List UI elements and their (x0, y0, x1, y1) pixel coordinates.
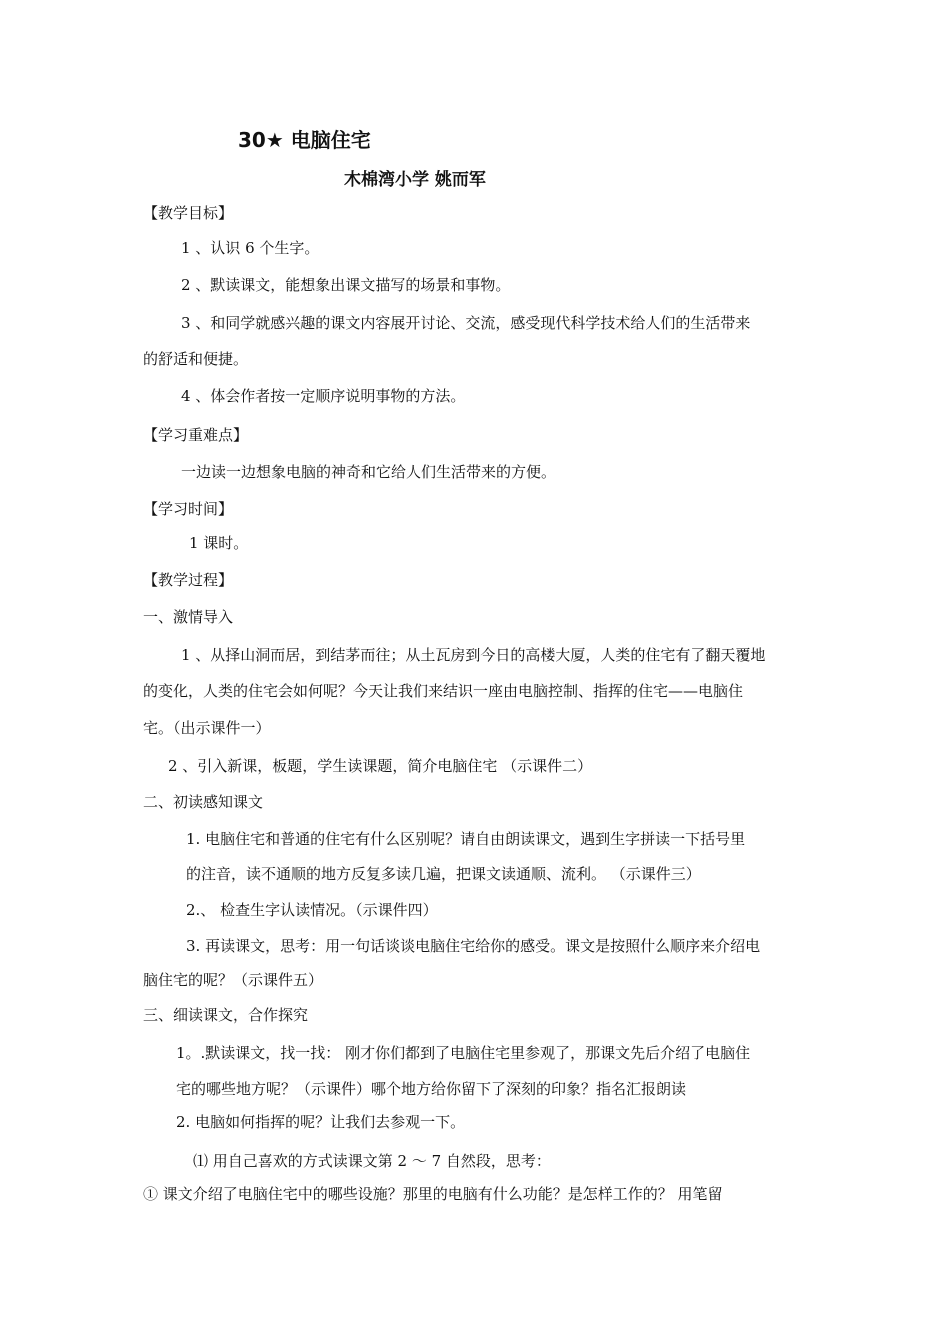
part-2-item-2: 2.、 检查生字认读情况。（示课件四） (186, 901, 438, 919)
part-2-item-3-cont: 脑住宅的呢？（示课件五） (143, 971, 324, 989)
objective-3: 3 、和同学就感兴趣的课文内容展开讨论、交流，感受现代科学技术给人们的生活带来 (181, 314, 751, 332)
part-2-heading: 二、初读感知课文 (143, 793, 264, 811)
lesson-title: 30★ 电脑住宅 (238, 128, 371, 152)
part-1-heading: 一、激情导入 (143, 608, 234, 626)
section-heading-key-points: 【学习重难点】 (143, 426, 249, 444)
part-3-subitem-1: ⑴ 用自己喜欢的方式读课文第 2 ～ 7 自然段，思考： (193, 1152, 551, 1170)
part-3-item-1-cont: 宅的哪些地方呢？（示课件）哪个地方给你留下了深刻的印象？指名汇报朗读 (176, 1080, 687, 1098)
part-1-item-1-cont-b: 宅。（出示课件一） (143, 719, 271, 737)
key-point-text: 一边读一边想象电脑的神奇和它给人们生活带来的方便。 (181, 463, 557, 481)
time-text: 1 课时。 (189, 534, 249, 552)
part-2-item-1-cont: 的注音，读不通顺的地方反复多读几遍，把课文读通顺、流利。 （示课件三） (186, 865, 701, 883)
part-2-item-1: 1. 电脑住宅和普通的住宅有什么区别呢？请自由朗读课文，遇到生字拼读一下括号里 (186, 830, 746, 848)
part-1-item-1: 1 、从择山洞而居，到结茅而往；从土瓦房到今日的高楼大厦，人类的住宅有了翻天覆地 (181, 646, 766, 664)
section-heading-process: 【教学过程】 (143, 571, 234, 589)
author-line: 木棉湾小学 姚而军 (344, 170, 486, 190)
part-1-item-1-cont-a: 的变化，人类的住宅会如何呢？今天让我们来结识一座由电脑控制、指挥的住宅——电脑住 (143, 682, 744, 700)
objective-3-cont: 的舒适和便捷。 (143, 350, 249, 368)
section-heading-objectives: 【教学目标】 (143, 204, 234, 222)
objective-1: 1 、认识 6 个生字。 (181, 239, 320, 257)
part-3-item-1: 1。.默读课文，找一找： 刚才你们都到了电脑住宅里参观了，那课文先后介绍了电脑住 (176, 1044, 751, 1062)
objective-2: 2 、默读课文，能想象出课文描写的场景和事物。 (181, 276, 511, 294)
part-3-question-1: ① 课文介绍了电脑住宅中的哪些设施？那里的电脑有什么功能？是怎样工作的？ 用笔留 (143, 1185, 723, 1203)
part-3-item-2: 2. 电脑如何指挥的呢？让我们去参观一下。 (176, 1113, 466, 1131)
objective-4: 4 、体会作者按一定顺序说明事物的方法。 (181, 387, 466, 405)
part-1-item-2: 2 、引入新课，板题，学生读课题，简介电脑住宅 （示课件二） (168, 757, 593, 775)
part-2-item-3: 3. 再读课文，思考：用一句话谈谈电脑住宅给你的感受。课文是按照什么顺序来介绍电 (186, 937, 761, 955)
section-heading-time: 【学习时间】 (143, 500, 234, 518)
part-3-heading: 三、细读课文，合作探究 (143, 1006, 309, 1024)
